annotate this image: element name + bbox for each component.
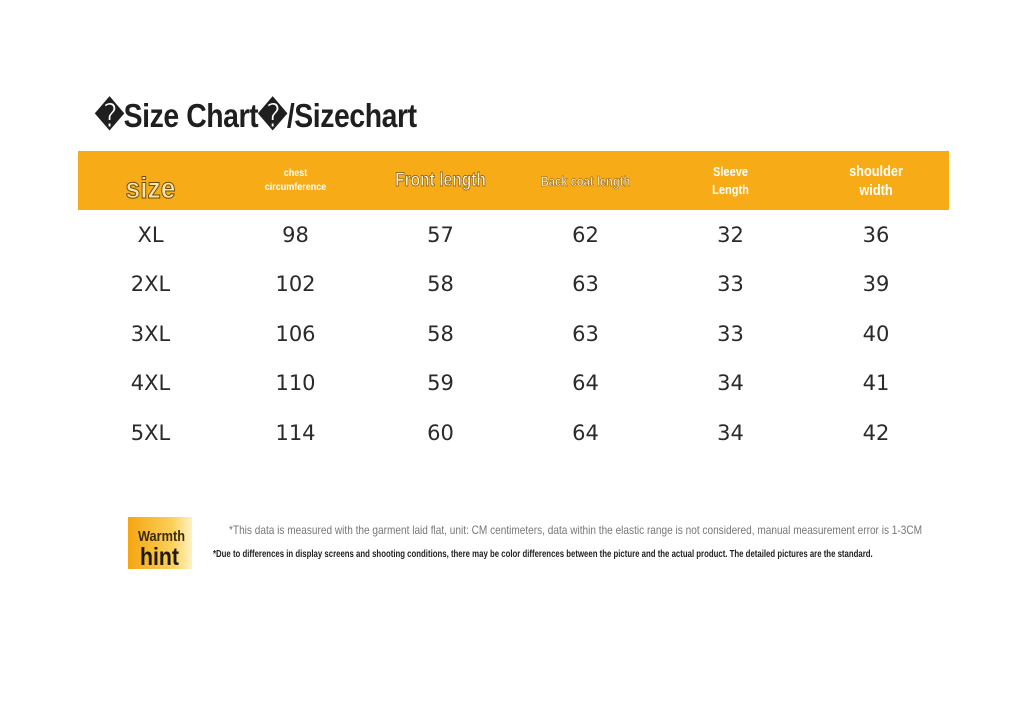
table-row: [78, 260, 949, 310]
table-row: [78, 309, 949, 359]
size-cell: 4XL: [130, 371, 171, 396]
header-shoulder-line2: width: [859, 181, 893, 199]
shoulder-cell: 40: [862, 321, 890, 346]
size-cell: 5XL: [130, 420, 171, 445]
page-title: �Size Chart�/Sizechart: [95, 97, 417, 134]
hint-label-big: hint: [140, 543, 179, 571]
warmth-hint-badge: [128, 517, 192, 569]
header-sleeve-line1: Sleeve: [712, 163, 749, 179]
front-length-cell: 58: [427, 321, 454, 346]
header-chest-line2: circumference: [264, 181, 327, 193]
front-length-cell: 57: [427, 222, 454, 247]
back-length-cell: 64: [572, 371, 599, 396]
header-sleeve: [669, 151, 792, 210]
back-length-cell: 64: [572, 420, 599, 445]
size-table-body: [78, 210, 949, 458]
sleeve-cell: 33: [717, 321, 744, 346]
table-header: [78, 151, 949, 210]
front-length-cell: 59: [427, 371, 454, 396]
chest-cell: 106: [275, 321, 316, 346]
back-length-cell: 63: [572, 321, 599, 346]
header-back-length: Back coat length: [540, 172, 631, 189]
shoulder-cell: 41: [862, 371, 890, 396]
chest-cell: 114: [275, 420, 316, 445]
size-cell: XL: [137, 222, 164, 247]
measurement-note: *This data is measured with the garment laid flat, unit: CM centimeters, data within the elastic range is not considered, manual measurement error is 1-3CM: [229, 523, 923, 537]
back-length-cell: 63: [572, 272, 599, 297]
shoulder-cell: 42: [862, 420, 890, 445]
header-chest-line1: chest: [283, 167, 308, 179]
table-row: [78, 359, 949, 409]
sleeve-cell: 33: [717, 272, 744, 297]
back-length-cell: 62: [572, 222, 599, 247]
shoulder-cell: 39: [862, 272, 890, 297]
front-length-cell: 60: [427, 420, 454, 445]
hint-label-small: Warmth: [138, 528, 185, 545]
header-front-length: Front length: [395, 169, 486, 191]
front-length-cell: 58: [427, 272, 454, 297]
chest-cell: 110: [275, 371, 316, 396]
chest-cell: 102: [275, 272, 316, 297]
sleeve-cell: 34: [717, 420, 744, 445]
size-cell: 3XL: [130, 321, 171, 346]
sleeve-cell: 34: [717, 371, 744, 396]
header-chest: [230, 151, 361, 210]
sleeve-cell: 32: [717, 222, 744, 247]
shoulder-cell: 36: [862, 222, 890, 247]
header-shoulder-line1: shoulder: [849, 162, 903, 180]
size-cell: 2XL: [130, 272, 171, 297]
table-row: [78, 210, 949, 260]
header-size: size: [125, 171, 176, 205]
table-row: [78, 408, 949, 458]
color-difference-note: *Due to differences in display screens and shooting conditions, there may be color differences between the picture and the actual product. The detailed pictures are the standard.: [213, 549, 873, 560]
header-sleeve-line2: Length: [712, 181, 749, 197]
chest-cell: 98: [282, 222, 309, 247]
header-shoulder: [814, 151, 938, 210]
